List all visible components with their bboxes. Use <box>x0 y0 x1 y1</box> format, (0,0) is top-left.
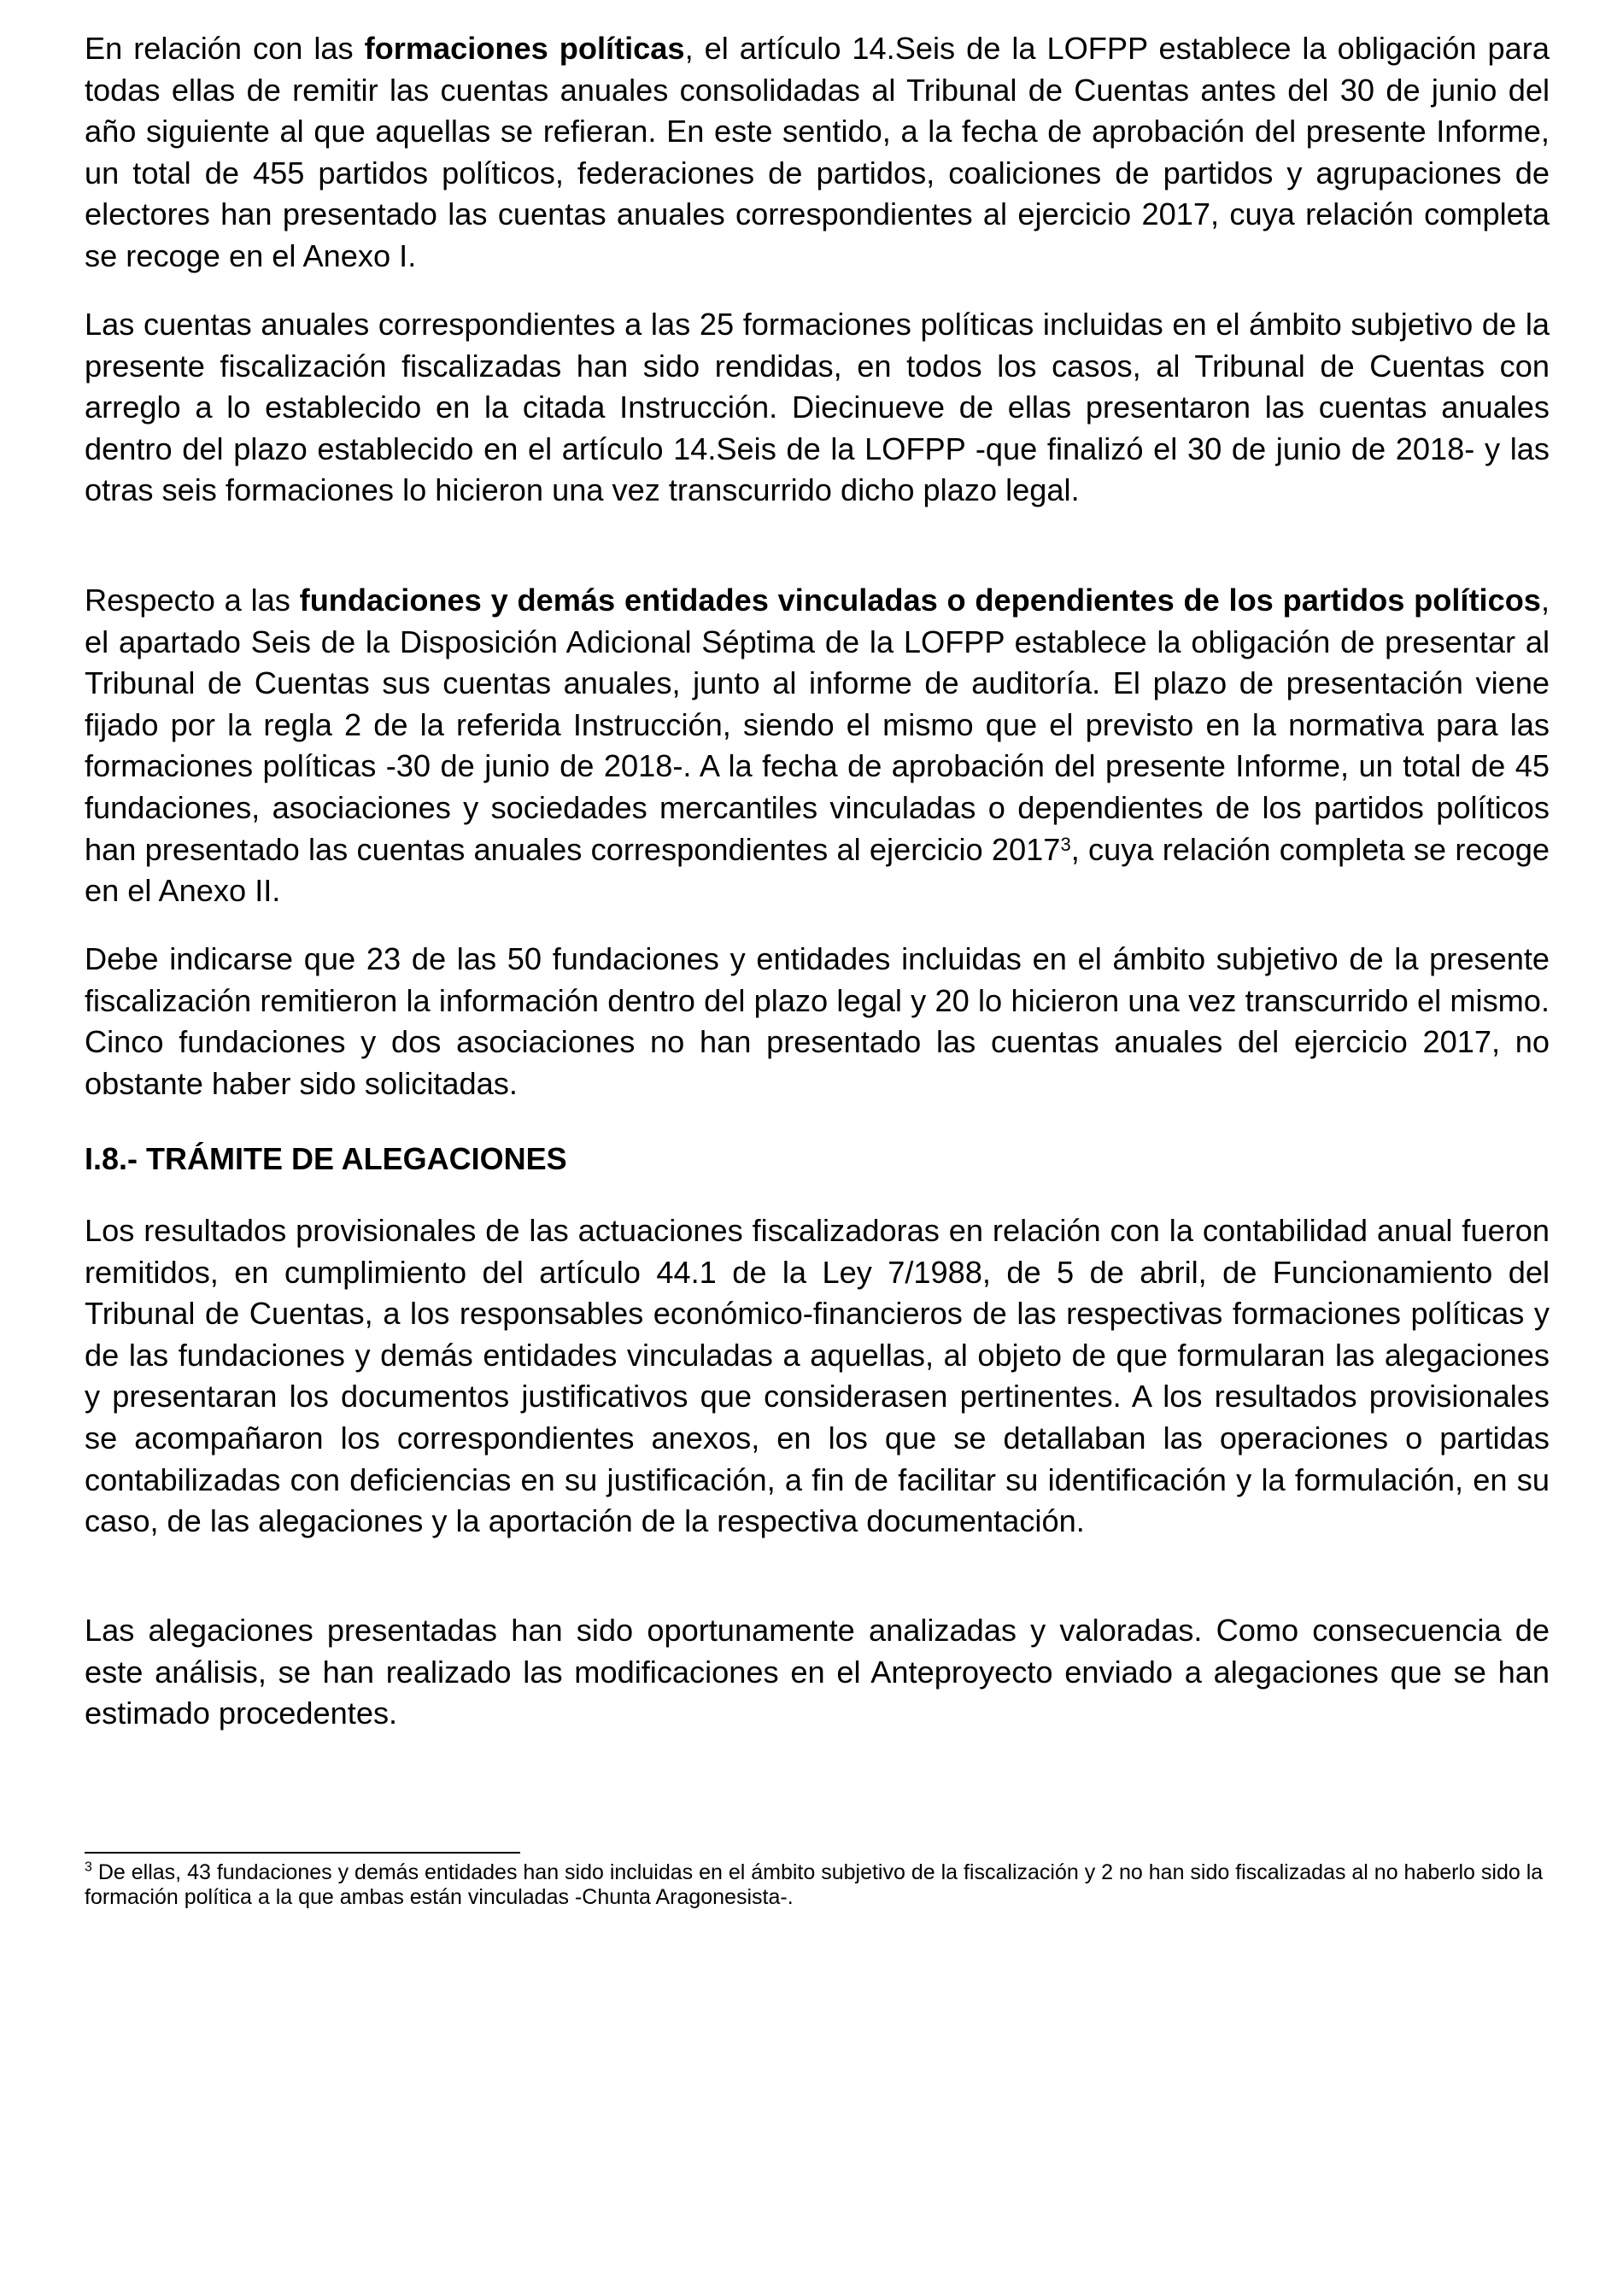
paragraph-fundaciones <box>85 580 1550 912</box>
p1-text-start: En relación con las <box>85 31 365 66</box>
p5-text: Los resultados provisionales de las actuaciones fiscalizadoras en relación con la contabilidad anual fueron remitidos, en cumplimiento del artículo 44.1 de la Ley 7/1988, de 5 de abril, de Funcionamiento del Tribunal de Cuentas, a los responsables económico-financieros de las respectivas formaciones políticas y de las fundaciones y demás entidades vinculadas a aquellas, al objeto de que formularan las alegaciones y presentaran los documentos justificativos que considerasen pertinentes. A los resultados provisionales se acompañaron los correspondientes anexos, en los que se detallaban las operaciones o partidas contabilizadas con deficiencias en su justificación, a fin de facilitar su identificación y la formulación, en su caso, de las alegaciones y la aportación de la respectiva documentación. <box>85 1213 1550 1539</box>
p3-text-start: Respecto a las <box>85 583 300 618</box>
p6-text: Las alegaciones presentadas han sido oportunamente analizadas y valoradas. Como consecuencia de este análisis, se han realizado las modificaciones en el Anteproyecto enviado a alegaciones que se han estimado procedentes. <box>85 1613 1550 1731</box>
paragraph-formaciones-politicas <box>85 28 1550 278</box>
p4-text: Debe indicarse que 23 de las 50 fundaciones y entidades incluidas en el ámbito subjetivo de la presente fiscalización remitieron la información dentro del plazo legal y 20 lo hicieron una vez transcurrido el mismo. Cinco fundaciones y dos asociaciones no han presentado las cuentas anuales del ejercicio 2017, no obstante haber sido solicitadas. <box>85 941 1550 1101</box>
footnote <box>85 1860 1550 1910</box>
p3-text-end: , cuya relación completa se recoge en el Anexo II. <box>85 831 1550 909</box>
footnote-marker: 3 <box>85 1860 92 1875</box>
section-heading: I.8.- TRÁMITE DE ALEGACIONES <box>85 1141 567 1176</box>
paragraph-resultados-provisionales <box>85 1210 1550 1543</box>
p1-text-end: , el artículo 14.Seis de la LOFPP establece la obligación para todas ellas de remitir las cuentas anuales consolidadas al Tribunal de Cuentas antes del 30 de junio del año siguiente al que aquellas se refieran. En este sentido, a la fecha de aprobación del presente Informe, un total de 455 partidos políticos, federaciones de partidos, coaliciones de partidos y agrupaciones de electores han presentado las cuentas anuales correspondientes al ejercicio 2017, cuya relación completa se recoge en el Anexo I. <box>85 31 1550 273</box>
p2-text: Las cuentas anuales correspondientes a las 25 formaciones políticas incluidas en el ámbito subjetivo de la presente fiscalización fiscalizadas han sido rendidas, en todos los casos, al Tribunal de Cuentas con arreglo a lo establecido en la citada Instrucción. Diecinueve de ellas presentaron las cuentas anuales dentro del plazo establecido en el artículo 14.Seis de la LOFPP -que finalizó el 30 de junio de 2018- y las otras seis formaciones lo hicieron una vez transcurrido dicho plazo legal. <box>85 307 1550 508</box>
p3-bold-term: fundaciones y demás entidades vinculadas o dependientes de los partidos políticos <box>299 583 1541 618</box>
paragraph-cuentas-rendidas <box>85 304 1550 512</box>
footnote-separator <box>85 1852 520 1854</box>
paragraph-alegaciones-presentadas <box>85 1610 1550 1735</box>
footnote-reference: 3 <box>1060 833 1071 855</box>
p3-text-middle: , el apartado Seis de la Disposición Adicional Séptima de la LOFPP establece la obligación de presentar al Tribunal de Cuentas sus cuentas anuales, junto al informe de auditoría. El plazo de presentación viene fijado por la regla 2 de la referida Instrucción, siendo el mismo que el previsto en la normativa para las formaciones políticas -30 de junio de 2018-. A la fecha de aprobación del presente Informe, un total de 45 fundaciones, asociaciones y sociedades mercantiles vinculadas o dependientes de los partidos políticos han presentado las cuentas anuales correspondientes al ejercicio 2017 <box>85 583 1550 867</box>
paragraph-plazo-fundaciones <box>85 939 1550 1104</box>
p1-bold-term: formaciones políticas <box>364 31 685 66</box>
footnote-text: De ellas, 43 fundaciones y demás entidades han sido incluidas en el ámbito subjetivo de la fiscalización y 2 no han sido fiscalizadas al no haberlo sido la formación política a la que ambas están vinculadas -Chunta Aragonesista-. <box>85 1860 1544 1909</box>
